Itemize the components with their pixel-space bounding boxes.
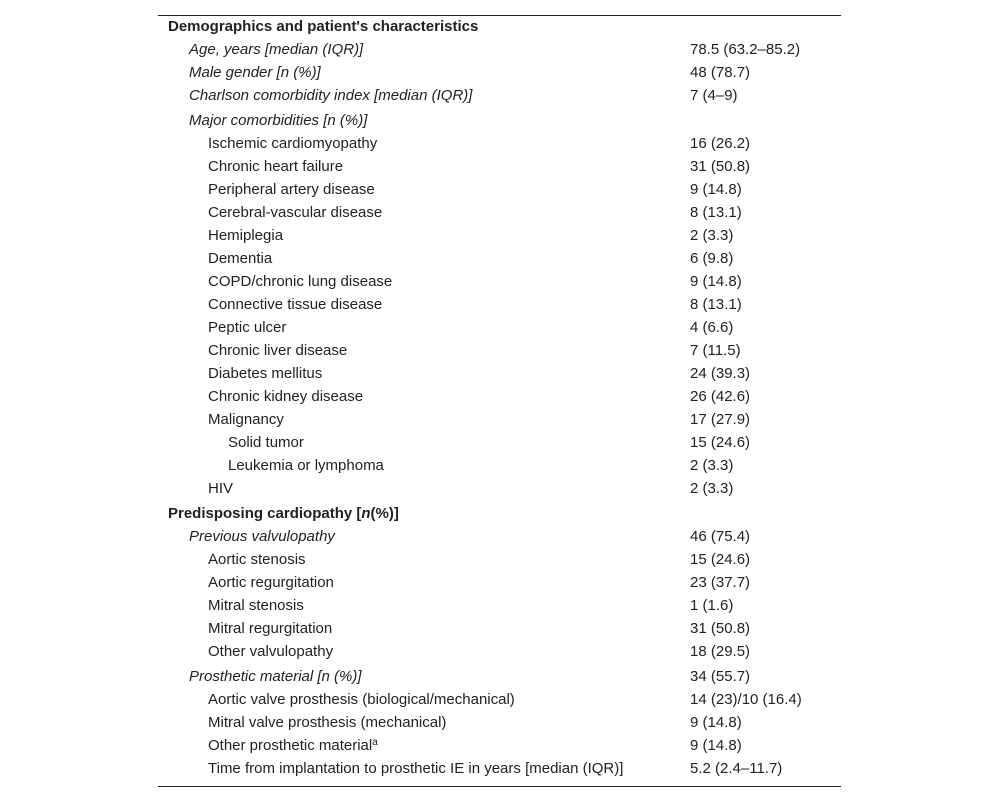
table-row	[0, 387, 1000, 407]
row-label: Ischemic cardiomyopathy	[208, 135, 378, 152]
row-value: 14 (23)/10 (16.4)	[690, 691, 802, 708]
row-label: Solid tumor	[228, 434, 304, 451]
row-value: 17 (27.9)	[690, 411, 751, 428]
table-row	[0, 180, 1000, 200]
table-row	[0, 759, 1000, 779]
row-label: Malignancy	[208, 411, 284, 428]
table-row	[0, 134, 1000, 154]
row-label: Leukemia or lymphoma	[228, 457, 384, 474]
table-row	[0, 318, 1000, 338]
row-value: 9 (14.8)	[690, 737, 742, 754]
row-value: 46 (75.4)	[690, 528, 751, 545]
table-row	[0, 249, 1000, 269]
row-label: Charlson comorbidity index [median (IQR)]	[189, 87, 473, 104]
row-label: Chronic kidney disease	[208, 388, 364, 405]
table-row	[0, 272, 1000, 292]
row-label	[208, 736, 378, 756]
table-row	[0, 456, 1000, 476]
row-label: Chronic liver disease	[208, 342, 348, 359]
table-row	[0, 550, 1000, 570]
row-label: Time from implantation to prosthetic IE in years [median (IQR)]	[208, 760, 624, 777]
table-row	[0, 713, 1000, 733]
heading-italic-n: n	[361, 505, 371, 522]
table-row	[0, 157, 1000, 177]
row-value: 26 (42.6)	[690, 388, 751, 405]
row-label: Hemiplegia	[208, 227, 284, 244]
table-row	[0, 667, 1000, 687]
row-value: 7 (11.5)	[690, 342, 741, 359]
footnote-marker: a	[372, 737, 378, 748]
row-label-text: Other prosthetic material	[208, 737, 373, 754]
row-label: Chronic heart failure	[208, 158, 344, 175]
row-value: 2 (3.3)	[690, 480, 734, 497]
row-value: 31 (50.8)	[690, 620, 751, 637]
row-label: Previous valvulopathy	[189, 528, 335, 545]
row-label: Aortic regurgitation	[208, 574, 334, 591]
heading-text-end: (%)]	[370, 505, 399, 522]
table-row	[0, 203, 1000, 223]
row-value: 48 (78.7)	[690, 64, 751, 81]
table-row	[0, 596, 1000, 616]
row-value: 4 (6.6)	[690, 319, 734, 336]
row-value: 9 (14.8)	[690, 273, 742, 290]
row-value: 15 (24.6)	[690, 434, 751, 451]
row-value: 2 (3.3)	[690, 457, 734, 474]
table-row	[0, 226, 1000, 246]
table-row	[0, 111, 1000, 131]
row-value: 15 (24.6)	[690, 551, 751, 568]
table-row	[0, 736, 1000, 756]
row-value: 2 (3.3)	[690, 227, 734, 244]
table-row	[0, 341, 1000, 361]
section-heading-demographics	[0, 17, 1000, 37]
row-label: Peripheral artery disease	[208, 181, 375, 198]
row-label: Peptic ulcer	[208, 319, 287, 336]
row-label: Aortic valve prosthesis (biological/mechanical)	[208, 691, 515, 708]
table-row	[0, 479, 1000, 499]
row-value: 8 (13.1)	[690, 204, 742, 221]
row-value: 8 (13.1)	[690, 296, 742, 313]
row-label: HIV	[208, 480, 234, 497]
heading-text-start: Predisposing cardiopathy [	[168, 505, 362, 522]
table-bottom-rule	[158, 786, 841, 787]
row-value: 23 (37.7)	[690, 574, 751, 591]
row-value: 6 (9.8)	[690, 250, 734, 267]
row-label: Age, years [median (IQR)]	[189, 41, 364, 58]
row-label: Connective tissue disease	[208, 296, 383, 313]
row-label: Diabetes mellitus	[208, 365, 323, 382]
row-label: Other valvulopathy	[208, 643, 334, 660]
table-row	[0, 690, 1000, 710]
table-row	[0, 642, 1000, 662]
row-label: Aortic stenosis	[208, 551, 306, 568]
row-value: 31 (50.8)	[690, 158, 751, 175]
row-value: 9 (14.8)	[690, 181, 742, 198]
row-value: 7 (4–9)	[690, 87, 738, 104]
table-row	[0, 410, 1000, 430]
row-value: 78.5 (63.2–85.2)	[690, 41, 801, 58]
table-row	[0, 364, 1000, 384]
section-heading-label: Demographics and patient's characteristics	[168, 18, 479, 35]
row-label: Mitral stenosis	[208, 597, 304, 614]
table-row	[0, 619, 1000, 639]
table-row	[0, 40, 1000, 60]
row-label: Cerebral-vascular disease	[208, 204, 383, 221]
row-value: 1 (1.6)	[690, 597, 734, 614]
row-label: Prosthetic material [n (%)]	[189, 668, 362, 685]
row-value: 34 (55.7)	[690, 668, 751, 685]
table-row	[0, 433, 1000, 453]
row-label: Dementia	[208, 250, 273, 267]
row-label: Mitral regurgitation	[208, 620, 333, 637]
table-top-rule	[158, 15, 841, 16]
section-heading-label	[168, 504, 399, 524]
section-heading-predisposing-cardiopathy	[0, 504, 1000, 524]
table-row	[0, 86, 1000, 106]
row-label: Major comorbidities [n (%)]	[189, 112, 368, 129]
table-row	[0, 295, 1000, 315]
row-value: 16 (26.2)	[690, 135, 751, 152]
row-value: 9 (14.8)	[690, 714, 742, 731]
row-label: COPD/chronic lung disease	[208, 273, 393, 290]
row-label: Mitral valve prosthesis (mechanical)	[208, 714, 447, 731]
row-label: Male gender [n (%)]	[189, 64, 321, 81]
table-row	[0, 573, 1000, 593]
row-value: 5.2 (2.4–11.7)	[690, 760, 783, 777]
table-row	[0, 63, 1000, 83]
table-row	[0, 527, 1000, 547]
row-value: 18 (29.5)	[690, 643, 751, 660]
row-value: 24 (39.3)	[690, 365, 751, 382]
